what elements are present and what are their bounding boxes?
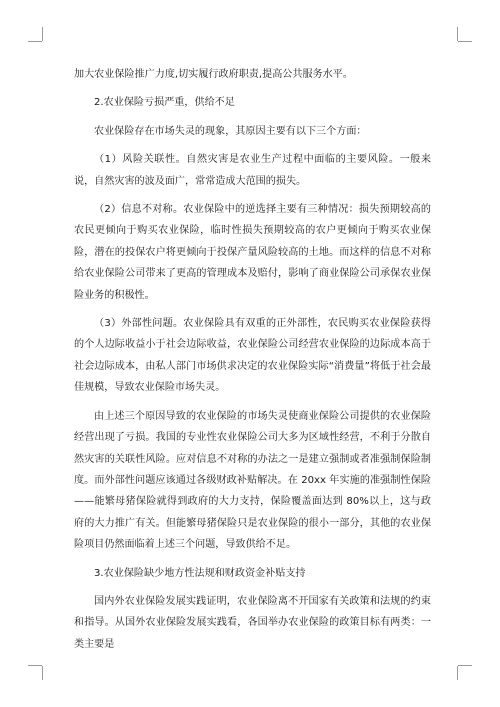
paragraph-intro: 农业保险存在市场失灵的现象，其原因主要有以下三个方面： xyxy=(94,125,367,137)
section-heading-3: 3.农业保险缺少地方性法规和财政资金补贴支持 xyxy=(94,567,306,579)
document-body xyxy=(74,64,431,655)
crop-mark-top-left-h xyxy=(28,41,42,42)
paragraph-information-asymmetry: （2）信息不对称。农业保险中的逆选择主要有三种情况：损失预期较高的农民更倾向于购买农业保险，临时性损失预期较高的农户更倾向于购买农业保险，潜在的投保农户将更倾向于投保产量风险较高的土地。而这样的信息不对称给农业保险公司带来了更高的管理成本及赔付，影响了商业保险公司承保农业保险业务的积极性。 xyxy=(74,204,431,301)
crop-mark-bottom-right-v xyxy=(457,666,458,680)
crop-mark-top-left-v xyxy=(42,27,43,41)
section-heading-2: 2.农业保险亏损严重，供给不足 xyxy=(94,97,235,109)
paragraph-policy-practice: 国内外农业保险发展实践证明，农业保险离不开国家有关政策和法规的约束和指导。从国外农业保险发展实践看，各国举办农业保险的政策目标有两类：一类主要是 xyxy=(74,595,431,650)
paragraph-externality: （3）外部性问题。农业保险具有双重的正外部性，农民购买农业保险获得的个人边际收益小于社会边际收益，农业保险公司经营农业保险的边际成本高于社会边际成本，由私人部门市场供求决定的农业保险实际“消费量”将低于社会最佳规模，导致农业保险市场失灵。 xyxy=(74,318,431,394)
crop-mark-top-right-v xyxy=(457,27,458,41)
paragraph-market-failure: 由上述三个原因导致的农业保险的市场失灵使商业保险公司提供的农业保险经营出现了亏损。我国的专业性农业保险公司大多为区域性经营，不利于分散自然灾害的关联性风险。应对信息不对称的办法之一是建立强制或者准强制保险制度。而外部性问题应该通过各级财政补贴解决。在 20xx 年实施的准强制性保险——能繁母猪保险就得到政府的大力支持，保险覆盖面达到 80%以上，这与政府的大力推广有关。但能繁母猪保险只是农业保险的很小一部分，其他的农业保险项目仍然面临着上述三个问题，导致供给不足。 xyxy=(74,410,431,551)
paragraph-risk-correlation: （1）风险关联性。自然灾害是农业生产过程中面临的主要风险。一般来说，自然灾害的波及面广，常常造成大范围的损失。 xyxy=(74,154,431,187)
crop-mark-bottom-right-h xyxy=(458,665,472,666)
crop-mark-bottom-left-h xyxy=(28,665,42,666)
paragraph-continuation: 加大农业保险推广力度,切实履行政府职责,提高公共服务水平。 xyxy=(74,69,353,80)
crop-mark-top-right-h xyxy=(458,41,472,42)
crop-mark-bottom-left-v xyxy=(42,666,43,680)
